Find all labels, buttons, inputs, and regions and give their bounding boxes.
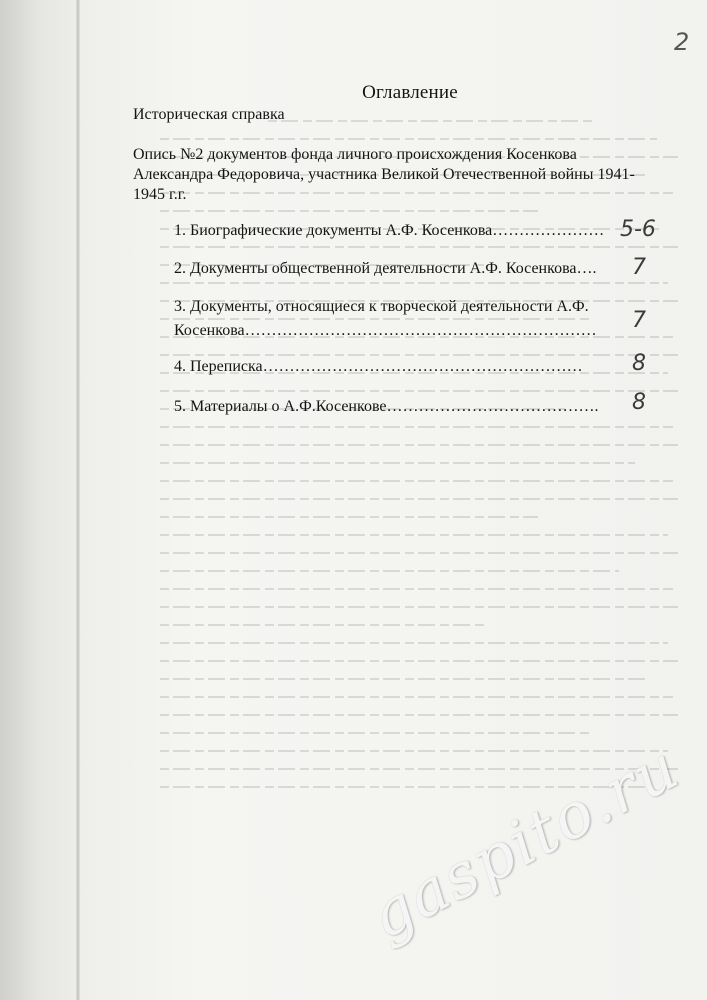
toc-entry-text-continued: Косенкова………………………………………………………… [174,322,597,339]
inventory-line: Опись №2 документов фонда личного происхождения Косенкова [133,146,577,163]
toc-entry-text: 3. Документы, относящиеся к творческой деятельности А.Ф. [174,298,589,315]
toc-entry-text: 2. Документы общественной деятельности А.Ф. Косенкова…. [174,260,597,277]
binding-shadow [76,0,80,1000]
inventory-line: 1945 г.г. [133,186,187,203]
toc-entry-pages: 8 [632,351,646,376]
toc-entry-5 [174,395,619,419]
toc-entry-2 [174,257,619,281]
toc-entry-pages: 7 [632,308,646,333]
page-number: 2 [674,28,690,56]
toc-entry-text: 4. Переписка…………………………………………………… [174,358,583,375]
toc-entry-1 [174,219,619,243]
toc-entry-pages: 5-6 [620,217,656,242]
toc-entry-pages: 8 [632,390,646,415]
toc-entry-pages: 7 [632,255,646,280]
toc-entry-3 [174,295,619,343]
page-title: Оглавление [362,82,458,103]
historical-note-heading: Историческая справка [133,106,285,123]
toc-entry-4 [174,355,619,379]
inventory-description [133,145,658,205]
toc-entry-text: 1. Биографические документы А.Ф. Косенкова………………… [174,222,605,239]
watermark: gaspito.ru [357,729,691,953]
inventory-line: Александра Федоровича, участника Великой Отечественной войны 1941- [133,166,635,183]
toc-entry-text: 5. Материалы о А.Ф.Косенкове…………………………………. [174,398,599,415]
